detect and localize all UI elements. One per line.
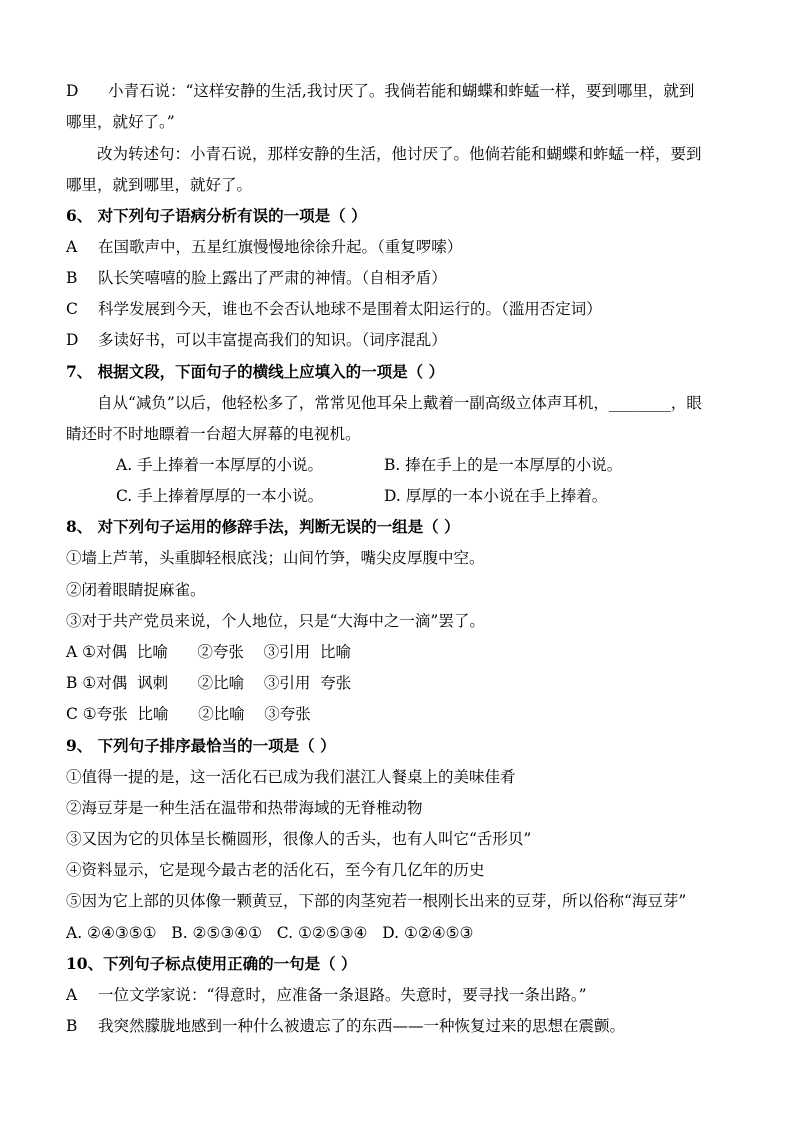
option-d: D 多读好书，可以丰富提高我们的知识。（词序混乱） <box>66 331 447 349</box>
text-line: ③又因为它的贝体呈长椭圆形，很像人的舌头，也有人叫它“舌形贝” <box>66 830 532 848</box>
option-row: A. ②④③⑤① B. ②⑤③④① C. ①②⑤③④ D. ①②④⑤③ <box>66 924 474 942</box>
option-a: A 在国歌声中，五星红旗慢慢地徐徐升起。（重复啰嗦） <box>66 238 463 256</box>
question-8-heading: 8、 对下列句子运用的修辞手法，判断无误的一组是（ ） <box>66 517 460 536</box>
option-label: D <box>66 331 79 349</box>
option-c: C 科学发展到今天，谁也不会否认地球不是围着太阳运行的。（滥用否定词） <box>66 300 602 318</box>
option-b: B 队长笑嘻嘻的脸上露出了严肃的神情。（自相矛盾） <box>66 269 447 287</box>
option-label: B <box>66 1017 78 1035</box>
text-line: ③对于共产党员来说，个人地位，只是“大海中之一滴”罢了。 <box>66 612 485 630</box>
text-line: 自从“减负”以后，他轻松多了，常常见他耳朵上戴着一副高级立体声耳机，________，眼 <box>97 394 702 412</box>
option-label: D <box>66 82 79 100</box>
text-line: 哪里，就到哪里，就好了。 <box>66 176 253 194</box>
option-c: C ①夸张 比喻 ②比喻 ③夸张 <box>66 705 311 723</box>
option-label: B <box>66 269 78 287</box>
text-line: ⑤因为它上部的贝体像一颗黄豆，下部的肉茎宛若一根刚长出来的豆芽，所以俗称“海豆芽” <box>66 892 687 910</box>
option-label: A <box>66 238 78 256</box>
question-10-heading: 10、下列句子标点使用正确的一句是（ ） <box>66 954 357 973</box>
option-a: A 一位文学家说：“得意时，应准备一条退路。失意时，要寻找一条出路。” <box>66 986 587 1004</box>
option-row: A. 手上捧着一本厚厚的小说。 <box>116 456 324 474</box>
option-b: B ①对偶 讽刺 ②比喻 ③引用 夸张 <box>66 674 352 692</box>
option-b: B 我突然朦胧地感到一种什么被遗忘了的东西——一种恢复过来的思想在震颤。 <box>66 1017 626 1035</box>
option-row: B. 捧在手上的是一本厚厚的小说。 <box>384 456 623 474</box>
question-7-heading: 7、 根据文段，下面句子的横线上应填入的一项是（ ） <box>66 362 445 381</box>
text-line: 睛还时不时地瞟着一台超大屏幕的电视机。 <box>66 425 361 443</box>
text-line: 改为转述句：小青石说，那样安静的生活，他讨厌了。他倘若能和蝴蝶和蚱蜢一样，要到 <box>97 145 702 163</box>
option-row: D. 厚厚的一本小说在手上捧着。 <box>384 487 608 505</box>
text-line: ④资料显示，它是现今最古老的活化石，至今有几亿年的历史 <box>66 861 485 879</box>
question-6-heading: 6、 对下列句子语病分析有误的一项是（ ） <box>66 206 367 225</box>
text-line: ①值得一提的是，这一活化石已成为我们湛江人餐桌上的美味佳肴 <box>66 768 516 786</box>
option-row: C. 手上捧着厚厚的一本小说。 <box>116 487 324 505</box>
option-label: C <box>66 300 78 318</box>
text-line: ②海豆芽是一种生活在温带和热带海域的无脊椎动物 <box>66 799 423 817</box>
text-line: 哪里，就好了。” <box>66 113 175 131</box>
option-label: A <box>66 986 78 1004</box>
text-line: ①墙上芦苇，头重脚轻根底浅；山间竹笋，嘴尖皮厚腹中空。 <box>66 549 485 567</box>
text-line: D 小青石说：“这样安静的生活,我讨厌了。我倘若能和蝴蝶和蚱蜢一样，要到哪里，就到 <box>66 82 695 100</box>
question-9-heading: 9、 下列句子排序最恰当的一项是（ ） <box>66 736 336 755</box>
option-a: A ①对偶 比喻 ②夸张 ③引用 比喻 <box>66 643 351 661</box>
text-line: ②闭着眼睛捉麻雀。 <box>66 581 206 599</box>
